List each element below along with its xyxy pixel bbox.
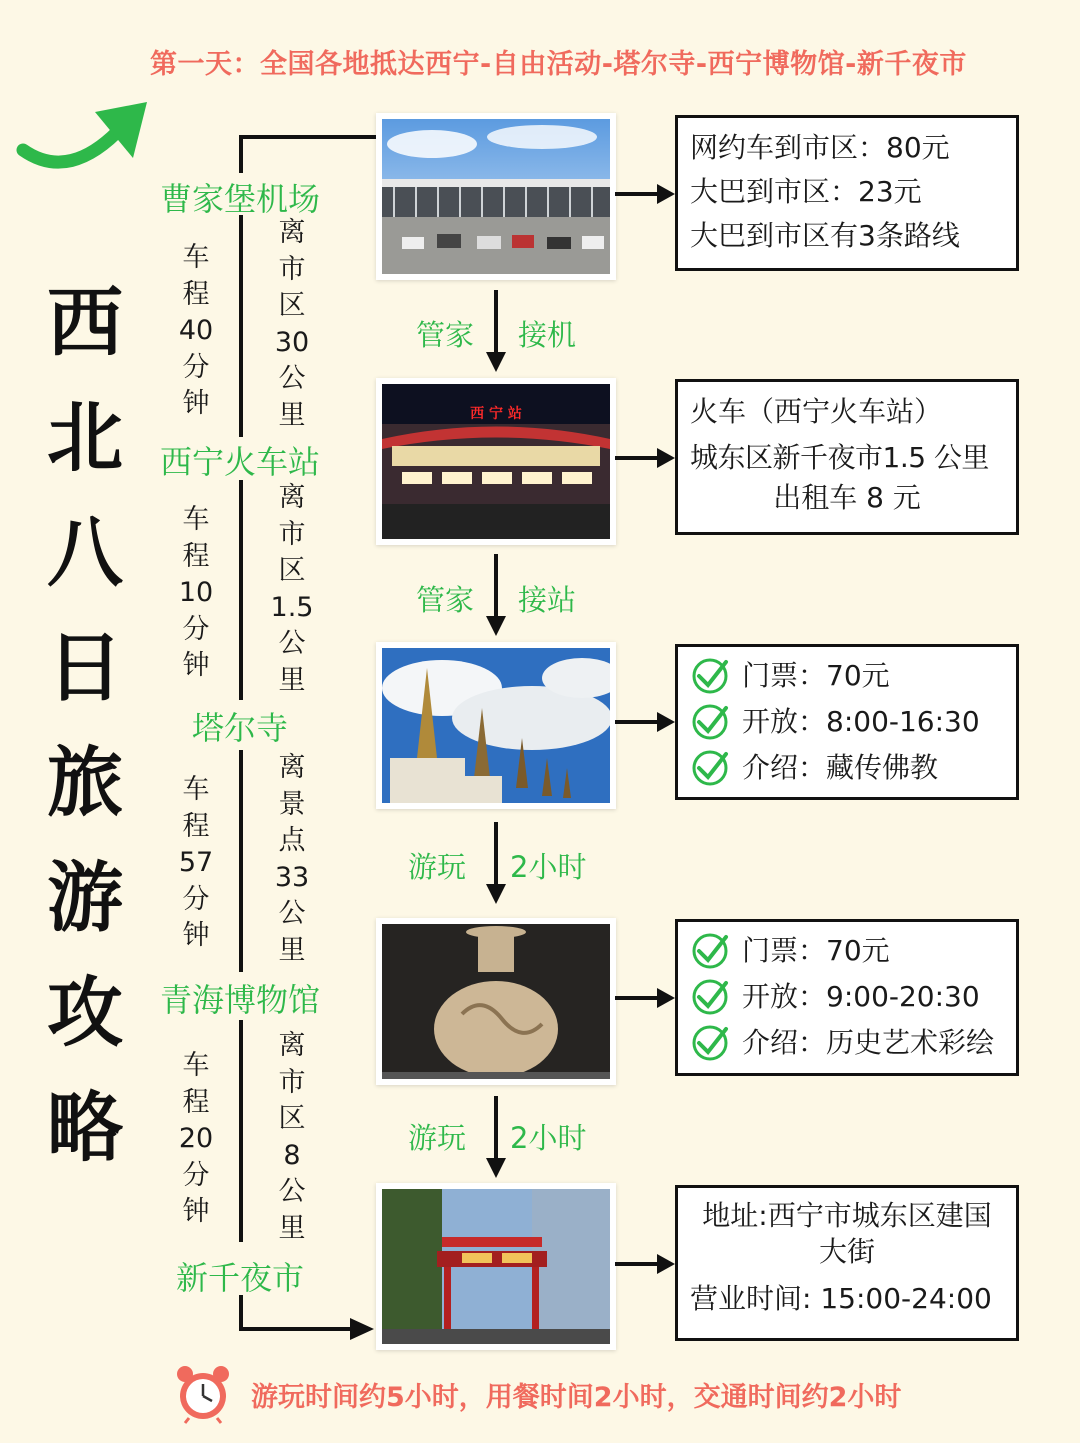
info-line: 营业时间: 15:00-24:00 bbox=[690, 1282, 992, 1315]
transition-label: 2小时 bbox=[510, 1121, 587, 1155]
station-museum: 青海博物馆 bbox=[159, 981, 320, 1019]
distance: 离 市 区 8 公 里 bbox=[278, 1030, 306, 1244]
timeline-line bbox=[239, 1295, 243, 1331]
check-icon bbox=[690, 702, 730, 742]
train-info-box bbox=[675, 379, 1019, 535]
museum-photo bbox=[376, 918, 616, 1085]
right-arrow-icon bbox=[615, 986, 675, 1010]
station-sign: 西 宁 站 bbox=[470, 406, 522, 422]
distance: 离 景 点 33 公 里 bbox=[274, 752, 310, 966]
timeline-line bbox=[239, 1020, 243, 1242]
night-market-photo bbox=[376, 1183, 616, 1350]
alarm-clock-icon bbox=[175, 1364, 231, 1424]
title-char: 略 bbox=[47, 1083, 123, 1172]
info-line: 开放：9:00-20:30 bbox=[742, 980, 980, 1013]
title-char: 日 bbox=[47, 623, 123, 712]
green-curved-arrow-icon bbox=[15, 98, 150, 173]
check-icon bbox=[690, 748, 730, 788]
drive-time: 车 程 40 分 钟 bbox=[178, 242, 214, 419]
train-station-photo bbox=[376, 378, 616, 545]
museum-info-box bbox=[675, 919, 1019, 1076]
station-airport: 曹家堡机场 bbox=[159, 180, 320, 218]
transition-label: 2小时 bbox=[510, 850, 587, 884]
info-line: 介绍：历史艺术彩绘 bbox=[742, 1026, 995, 1059]
transition-label: 接站 bbox=[518, 583, 577, 617]
transition-label: 游玩 bbox=[408, 850, 467, 884]
transition-label: 管家 bbox=[416, 583, 475, 617]
title-char: 八 bbox=[47, 508, 123, 597]
down-arrow-icon bbox=[486, 1096, 506, 1178]
drive-time: 车 程 10 分 钟 bbox=[178, 504, 214, 681]
title-char: 游 bbox=[47, 853, 123, 942]
transition-label: 接机 bbox=[518, 318, 577, 352]
title-char: 旅 bbox=[47, 738, 123, 827]
info-line: 地址:西宁市城东区建国 bbox=[702, 1199, 992, 1232]
title-char: 北 bbox=[47, 393, 123, 482]
info-line: 门票：70元 bbox=[742, 659, 890, 692]
info-line: 门票：70元 bbox=[742, 934, 890, 967]
info-line: 城东区新千夜市1.5 公里 bbox=[690, 441, 989, 474]
timeline-line bbox=[239, 135, 243, 173]
title-char: 攻 bbox=[47, 968, 123, 1057]
footer bbox=[175, 1362, 1035, 1426]
info-line: 大巴到市区：23元 bbox=[690, 175, 922, 208]
transition-label: 游玩 bbox=[408, 1121, 467, 1155]
timeline-line bbox=[239, 215, 243, 437]
down-arrow-icon bbox=[486, 290, 506, 372]
airport-info-box bbox=[675, 115, 1019, 271]
timeline-line bbox=[239, 135, 379, 139]
info-line: 大巴到市区有3条路线 bbox=[690, 219, 960, 252]
down-arrow-icon bbox=[486, 554, 506, 636]
drive-time: 车 程 57 分 钟 bbox=[178, 774, 214, 951]
right-arrow-icon bbox=[615, 1252, 675, 1276]
check-icon bbox=[690, 1023, 730, 1063]
check-icon bbox=[690, 977, 730, 1017]
info-line: 开放：8:00-16:30 bbox=[742, 705, 980, 738]
big-title bbox=[30, 265, 140, 1185]
title-char: 西 bbox=[47, 278, 123, 367]
check-icon bbox=[690, 931, 730, 971]
info-line: 火车（西宁火车站） bbox=[690, 395, 943, 428]
right-arrow-icon bbox=[350, 1318, 374, 1340]
timeline-line bbox=[239, 750, 243, 972]
check-icon bbox=[690, 656, 730, 696]
right-arrow-icon bbox=[615, 710, 675, 734]
drive-time: 车 程 20 分 钟 bbox=[178, 1050, 214, 1227]
down-arrow-icon bbox=[486, 822, 506, 904]
transition-label: 管家 bbox=[416, 318, 475, 352]
info-line: 介绍：藏传佛教 bbox=[742, 751, 939, 784]
timeline-line bbox=[239, 480, 243, 700]
distance: 离 市 区 30 公 里 bbox=[274, 217, 310, 431]
timeline-line bbox=[239, 1327, 354, 1331]
distance: 离 市 区 1.5 公 里 bbox=[270, 482, 314, 696]
airport-photo bbox=[376, 113, 616, 280]
page-header: 第一天：全国各地抵达西宁-自由活动-塔尔寺-西宁博物馆-新千夜市 bbox=[150, 49, 967, 80]
station-train: 西宁火车站 bbox=[159, 443, 320, 481]
info-line: 网约车到市区：80元 bbox=[690, 131, 950, 164]
footer-text: 游玩时间约5小时，用餐时间2小时，交通时间约2小时 bbox=[251, 1381, 902, 1413]
temple-photo bbox=[376, 642, 616, 809]
info-line: 出租车 8 元 bbox=[773, 481, 921, 514]
market-info-box bbox=[675, 1185, 1019, 1341]
temple-info-box bbox=[675, 644, 1019, 800]
info-line: 大街 bbox=[818, 1235, 875, 1268]
station-temple: 塔尔寺 bbox=[191, 709, 288, 747]
station-market: 新千夜市 bbox=[175, 1259, 304, 1297]
right-arrow-icon bbox=[615, 446, 675, 470]
right-arrow-icon bbox=[615, 182, 675, 206]
